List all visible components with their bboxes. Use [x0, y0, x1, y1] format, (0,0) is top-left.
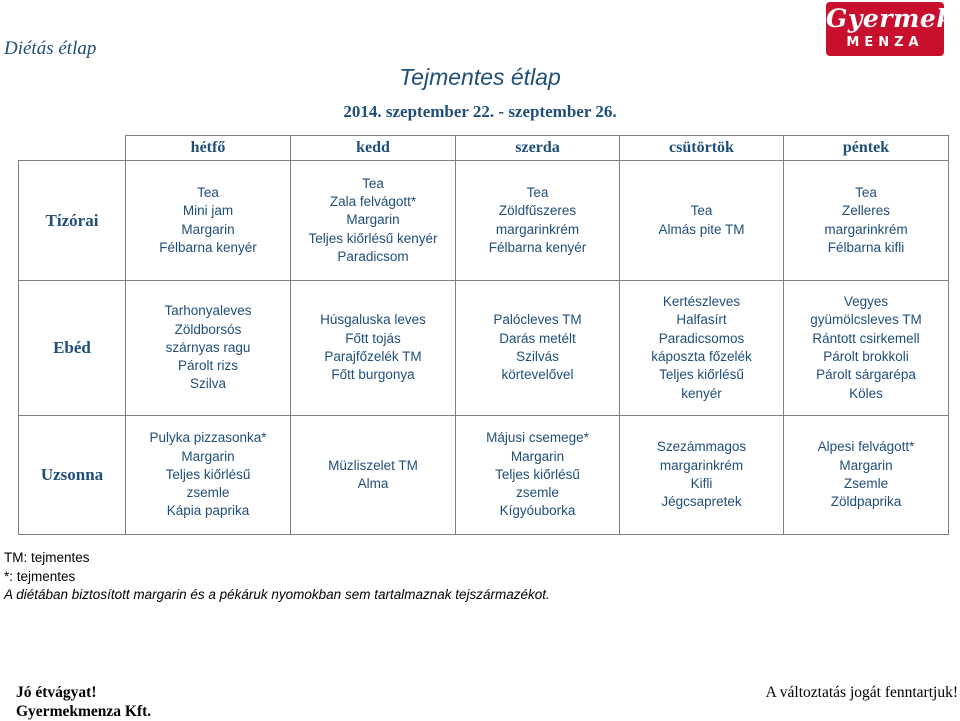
menu-item: Mini jam	[182, 203, 234, 219]
logo-line-1: Gyermek	[826, 4, 955, 33]
meal-row-tizorai	[19, 161, 949, 281]
menu-item: Zöldpaprika	[830, 494, 902, 510]
menu-item: Zöldfűszeres	[498, 203, 577, 219]
menu-item: Vegyes	[843, 294, 889, 310]
menu-item: Paradicsom	[337, 248, 409, 264]
menu-item: Tea	[197, 184, 219, 200]
logo-line-2: MENZA	[846, 35, 924, 50]
menu-cell-tizorai-friday	[784, 161, 949, 281]
document-label: Diétás étlap	[4, 38, 97, 59]
day-header-tuesday: kedd	[291, 136, 456, 161]
menu-item: Kifli	[690, 476, 713, 491]
menu-item: Teljes kiőrlésű	[495, 466, 580, 482]
menu-item: Margarin	[510, 448, 565, 464]
menu-item: Margarin	[181, 448, 235, 464]
menu-cell-uzsonna-wednesday	[456, 416, 620, 535]
menu-cell-tizorai-wednesday	[456, 161, 620, 281]
menu-cell-tizorai-tuesday	[291, 161, 456, 281]
company-name: Gyermekmenza Kft.	[16, 703, 152, 720]
menu-item: Félbarna kifli	[827, 239, 905, 255]
footnotes	[4, 549, 550, 605]
menu-item: Halfasírt	[676, 312, 727, 328]
menu-cell-ebed-thursday	[620, 281, 784, 416]
menu-item: Zöldborsós	[174, 321, 242, 337]
meal-label-ebed: Ebéd	[19, 281, 126, 416]
menu-item: kenyér	[681, 385, 722, 401]
menu-item: zsemle	[186, 485, 230, 501]
menu-item: Rántott csirkemell	[812, 330, 920, 346]
menu-item: Húsgaluska leves	[320, 312, 426, 328]
menu-item: Parajfőzelék TM	[324, 349, 422, 364]
menu-item: Főtt burgonya	[331, 367, 415, 383]
menu-item: Müzliszelet TM	[328, 457, 418, 473]
menu-item: Alma	[357, 476, 389, 491]
menu-item: margarinkrém	[824, 221, 908, 237]
menu-cell-uzsonna-thursday	[620, 416, 784, 535]
menu-item: Alpesi felvágott*	[817, 439, 915, 455]
menu-cell-uzsonna-monday	[126, 416, 291, 535]
menu-item: Teljes kiőrlésű	[659, 367, 744, 383]
date-range: 2014. szeptember 22. - szeptember 26.	[343, 102, 617, 121]
menu-item: Teljes kiőrlésű	[165, 466, 251, 482]
menu-item: Félbarna kenyér	[488, 239, 587, 255]
menu-item: Margarin	[181, 221, 235, 237]
menu-item: Kápia paprika	[166, 503, 250, 519]
greeting: Jó étvágyat!	[16, 684, 97, 701]
menu-item: Zala felvágott*	[329, 194, 417, 210]
menu-item: Jégcsapretek	[661, 494, 742, 510]
day-header-wednesday: szerda	[456, 136, 620, 161]
menu-item: Tarhonyaleves	[164, 303, 252, 319]
day-header-row	[19, 136, 949, 161]
menu-item: Margarin	[346, 212, 400, 228]
menu-item: Szilva	[189, 376, 226, 392]
disclaimer: A változtatás jogát fenntartjuk!	[765, 684, 958, 701]
menu-cell-tizorai-thursday	[620, 161, 784, 281]
menu-item: Paradicsomos	[658, 330, 745, 346]
menu-cell-uzsonna-tuesday	[291, 416, 456, 535]
menu-item: margarinkrém	[495, 221, 580, 237]
meal-label-uzsonna: Uzsonna	[19, 416, 126, 535]
menu-item: Köles	[849, 385, 883, 401]
menu-item: Párolt rizs	[177, 358, 238, 374]
menu-item: zsemle	[516, 485, 559, 501]
day-header-monday: hétfő	[126, 136, 291, 161]
menu-cell-tizorai-monday	[126, 161, 291, 281]
menu-item: Tea	[362, 175, 384, 191]
header-corner	[19, 136, 126, 161]
menu-cell-uzsonna-friday	[784, 416, 949, 535]
menu-item: Pulyka pizzasonka*	[149, 430, 267, 446]
menu-cell-ebed-wednesday	[456, 281, 620, 416]
day-header-friday: péntek	[784, 136, 949, 161]
menu-item: Szezámmagos	[656, 439, 747, 455]
menu-item: Zsemle	[843, 476, 889, 491]
menu-cell-ebed-monday	[126, 281, 291, 416]
meal-row-ebed	[19, 281, 949, 416]
menu-item: körtevelővel	[501, 367, 574, 383]
menu-item: Kertészleves	[662, 294, 741, 310]
menu-item: Darás metélt	[499, 330, 576, 346]
page-title: Tejmentes étlap	[399, 64, 561, 90]
footnote-line: *: tejmentes	[4, 568, 76, 584]
menu-cell-ebed-tuesday	[291, 281, 456, 416]
menu-item: szárnyas ragu	[165, 339, 251, 355]
menu-item: margarinkrém	[659, 457, 744, 473]
menu-cell-ebed-friday	[784, 281, 949, 416]
menu-item: Tea	[526, 184, 549, 200]
menu-item: káposzta főzelék	[651, 349, 752, 364]
menu-item: Almás pite TM	[658, 221, 745, 237]
menu-item: Párolt brokkoli	[823, 349, 909, 364]
menu-item: gyümölcsleves TM	[810, 312, 922, 328]
menu-item: Teljes kiőrlésű kenyér	[308, 230, 438, 246]
meal-row-uzsonna	[19, 416, 949, 535]
menu-item: Szilvás	[516, 349, 559, 364]
footnote-line: TM: tejmentes	[4, 550, 90, 565]
menu-item: Tea	[855, 184, 877, 200]
day-header-thursday: csütörtök	[620, 136, 784, 161]
menu-item: Párolt sárgarépa	[816, 367, 916, 383]
menu-item: Margarin	[839, 457, 893, 473]
menu-item: Tea	[690, 203, 713, 219]
meal-label-tizorai: Tízórai	[19, 161, 126, 281]
menu-item: Palócleves TM	[493, 312, 582, 328]
menu-item: Kígyóuborka	[499, 503, 576, 519]
footer-signature	[16, 683, 151, 721]
menu-item: Zelleres	[841, 203, 890, 219]
gyermek-menza-logo	[826, 2, 955, 56]
menu-item: Félbarna kenyér	[159, 239, 257, 255]
menu-table	[18, 135, 949, 535]
menu-item: Májusi csemege*	[486, 430, 589, 446]
footnote-line: A diétában biztosított margarin és a pékáruk nyomokban sem tartalmaznak tejszármazékot.	[4, 587, 550, 602]
menu-item: Főtt tojás	[345, 330, 401, 346]
